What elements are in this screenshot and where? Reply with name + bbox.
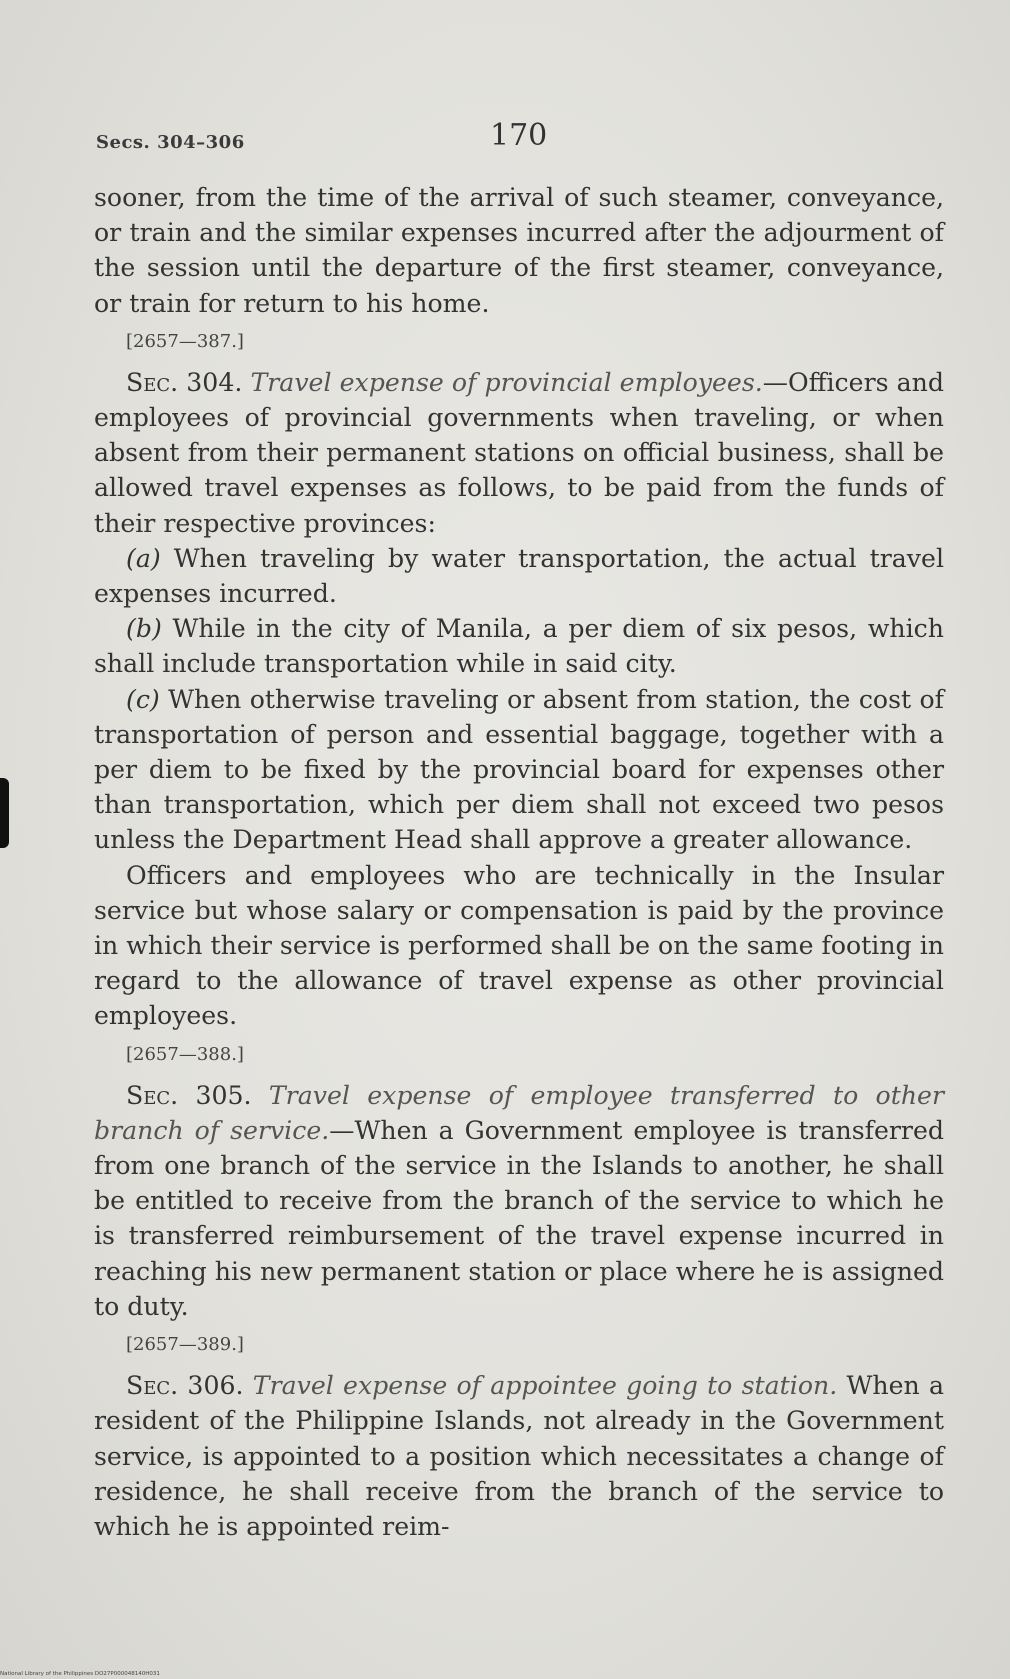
clause-b-text: While in the city of Manila, a per diem of six pesos, which shall include transportation while in said city.: [94, 614, 944, 679]
clause-c: [94, 682, 944, 858]
section-range: Secs. 304–306: [96, 132, 245, 153]
section-306-text: When a resident of the Philippine Islands, not already in the Government service, is appointed to a position which necessitates a change of residence, he shall receive from the branch of the service to which he is appointed reim-: [94, 1371, 944, 1541]
section-305-label: Sec. 305.: [126, 1080, 252, 1110]
section-306-title: Travel expense of appointee going to station.: [252, 1371, 838, 1401]
clause-a-label: (a): [126, 543, 161, 573]
page-body: [94, 180, 944, 1544]
section-304-label: Sec. 304.: [126, 367, 243, 397]
section-304-text: —Officers and employees of provincial governments when traveling, or when absent from their permanent stations on official business, shall be allowed travel expenses as follows, to be paid from the funds of their respective provinces:: [94, 367, 944, 538]
page-header: [96, 118, 950, 158]
page-number: 170: [490, 118, 548, 153]
citation-ref-387: [2657—387.]: [126, 330, 244, 352]
citation-ref-388: [2657—388.]: [126, 1043, 244, 1065]
section-306: [94, 1368, 944, 1544]
citation-ref-389: [2657—389.]: [126, 1334, 244, 1356]
section-305: [94, 1078, 944, 1324]
section-304-title: Travel expense of provincial employees.: [250, 367, 763, 397]
section-306-label: Sec. 306.: [126, 1371, 244, 1401]
clause-b-label: (b): [126, 614, 162, 644]
section-305-title: Travel expense of employee transferred to other branch of service.: [94, 1080, 944, 1145]
clause-a: [94, 541, 944, 611]
clause-c-text: When otherwise traveling or absent from station, the cost of transportation of person and essential baggage, together with a per diem to be fixed by the provincial board for expenses other than transportation, which per diem shall not exceed two pesos unless the Department Head shall approve a greater allowance.: [94, 684, 944, 855]
binding-edge-mark: [0, 778, 9, 848]
continued-paragraph: sooner, from the time of the arrival of such steamer, conveyance, or train and the similar expenses incurred after the adjourment of the session until the departure of the first steamer, conveyance, or train for return to his home.: [94, 183, 944, 318]
scan-credit: National Library of the Philippines DO27P000048140H031: [0, 1671, 160, 1677]
section-304: [94, 365, 944, 541]
clause-a-text: When traveling by water transportation, the actual travel expenses incurred.: [94, 543, 944, 609]
clause-b: [94, 611, 944, 681]
clause-c-label: (c): [126, 684, 160, 714]
insular-officers-paragraph: Officers and employees who are technically in the Insular service but whose salary or compensation is paid by the province in which their service is performed shall be on the same footing in regard to the allowance of travel expense as other provincial employees.: [94, 860, 944, 1031]
section-305-text: —When a Government employee is transferred from one branch of the service in the Islands to another, he shall be entitled to receive from the branch of the service to which he is transferred reimbursement of the travel expense incurred in reaching his new permanent station or place where he is assigned to duty.: [94, 1115, 945, 1321]
